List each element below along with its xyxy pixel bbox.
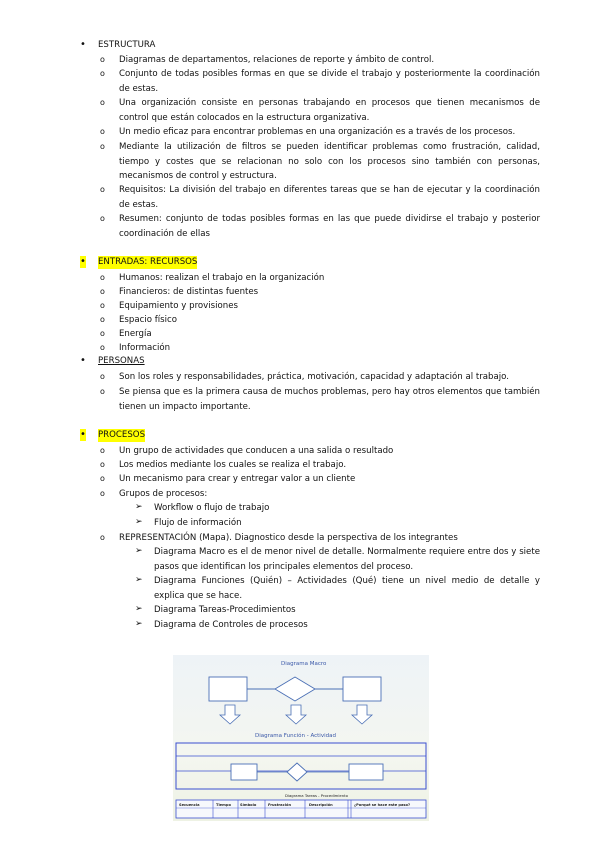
circle-bullet-icon: o	[100, 329, 105, 338]
circle-bullet-icon: o	[100, 142, 105, 151]
bullet-dot: •	[80, 256, 86, 267]
circle-bullet-icon: o	[100, 489, 105, 498]
section-title: PERSONAS	[98, 356, 145, 366]
section-title: ENTRADAS: RECURSOS	[98, 257, 198, 267]
section-title: ESTRUCTURA	[98, 40, 156, 50]
circle-bullet-icon: o	[100, 185, 105, 194]
arrow-bullet-icon: ➢	[135, 604, 143, 614]
circle-bullet-icon: o	[100, 98, 105, 107]
table-header-cell: Frustración	[268, 803, 291, 807]
circle-bullet-icon: o	[100, 127, 105, 136]
table-header-cell: Descripción	[309, 803, 333, 807]
circle-bullet-icon: o	[100, 55, 105, 64]
circle-bullet-icon: o	[100, 372, 105, 381]
bullet-dot: •	[80, 429, 86, 440]
down-arrow-icon	[352, 705, 372, 724]
process-diagram-figure	[173, 655, 429, 821]
bullet-dot: •	[80, 39, 86, 50]
table-header-cell: Tiempo	[216, 803, 231, 807]
down-arrow-icon	[220, 705, 240, 724]
funcion-step-box	[349, 764, 383, 780]
arrow-bullet-icon: ➢	[135, 619, 143, 629]
macro-step-box	[343, 677, 381, 701]
funcion-decision-diamond	[287, 763, 307, 781]
process-diagram	[173, 655, 429, 821]
circle-bullet-icon: o	[100, 214, 105, 223]
bullet-dot: •	[80, 355, 86, 366]
macro-title: Diagrama Macro	[281, 661, 327, 667]
table-header-cell: Secuencia	[179, 803, 200, 807]
document-page: • ESTRUCTURA o Diagramas de departamentos, relaciones de reporte y ámbito de control. o Conjunto de todas posibles formas en que se divide el trabajo y posteriormente la coordinación de estas. o Una organización consiste en personas trabajando en procesos que tienen mecanismos de control que están colocados en la estructura organizativa. o Un medio eficaz para encontrar problemas en una organización es a través de los procesos. o Mediante la utilización de filtros se pueden identificar problemas como frustración, calidad, tiempo y costes que se relacionan no solo con los procesos sino también con personas, mecanismos de control y estructura. o Requisitos: La división del trabajo en diferentes tareas que se han de ejecutar y la coordinación de estas. o Resumen: conjunto de todas posibles formas en las que puede dividirse el trabajo y posterior coordinación de ellas • ENTRADAS: RECURSOS o Humanos: realizan el trabajo en la organización o Financieros: de distintas fuentes o Equipamiento y provisiones o Espacio físico o Energía o Información • PERSONAS o Son los roles y responsabilidades, práctica, motivación, capacidad y adaptación al trabajo. o Se piensa que es la primera causa de muchos problemas, pero hay otros elementos que también tienen un impacto importante. • PROCESOS o Un grupo de actividades que conducen a una salida o resultado o Los medios mediante los cuales se realiza el trabajo. o Un mecanismo para crear y entregar valor a un cliente o Grupos de procesos: ➢ Workflow o flujo de trabajo ➢ Flujo de información o REPRESENTACIÓN (Mapa). Diagnostico desde la perspectiva de los integrantes ➢ Diagrama Macro es el de menor nivel de detalle. Normalmente requiere entre dos y siete pasos que identifican los principales elementos del proceso. ➢ Diagrama Funciones (Quién) – Actividades (Qué) tiene un nivel medio de detalle y explica que se hace. ➢ Diagrama Tareas-Procedimientos ➢ Diagrama de Controles de procesos Diagrama Macro Diagrama Función - Actividad Diagrama Tareas - Procedimiento Secuencia Tiempo Símbolo Frustración Descripción ¿Porqué se hace este paso?	[0, 0, 599, 848]
funcion-step-box	[231, 764, 257, 780]
table-header-cell: ¿Porqué se hace este paso?	[354, 803, 411, 807]
section-title: PROCESOS	[98, 430, 146, 440]
table-header-cell: Símbolo	[240, 803, 257, 807]
arrow-bullet-icon: ➢	[135, 575, 143, 585]
circle-bullet-icon: o	[100, 446, 105, 455]
circle-bullet-icon: o	[100, 287, 105, 296]
funcion-title: Diagrama Función - Actividad	[255, 733, 336, 739]
circle-bullet-icon: o	[100, 273, 105, 282]
arrow-bullet-icon: ➢	[135, 546, 143, 556]
circle-bullet-icon: o	[100, 474, 105, 483]
circle-bullet-icon: o	[100, 69, 105, 78]
down-arrow-icon	[286, 705, 306, 724]
circle-bullet-icon: o	[100, 315, 105, 324]
circle-bullet-icon: o	[100, 301, 105, 310]
macro-step-box	[209, 677, 247, 701]
circle-bullet-icon: o	[100, 533, 105, 542]
circle-bullet-icon: o	[100, 387, 105, 396]
arrow-bullet-icon: ➢	[135, 502, 143, 512]
macro-decision-diamond	[275, 677, 315, 701]
circle-bullet-icon: o	[100, 460, 105, 469]
circle-bullet-icon: o	[100, 343, 105, 352]
tareas-title: Diagrama Tareas - Procedimiento	[285, 793, 348, 798]
arrow-bullet-icon: ➢	[135, 517, 143, 527]
